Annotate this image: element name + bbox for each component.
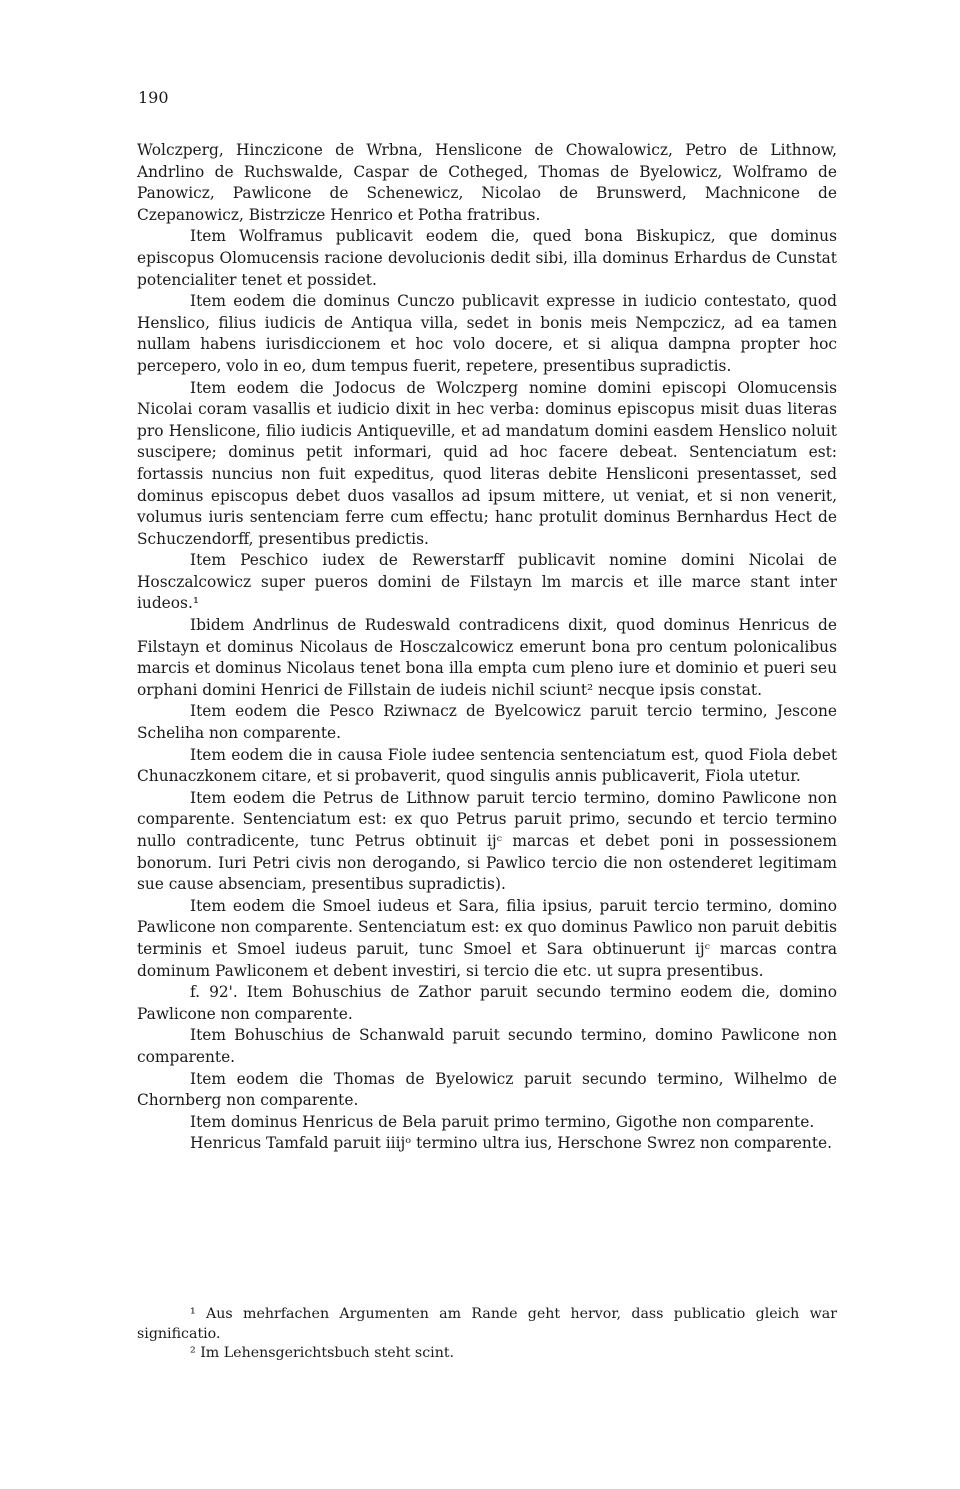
paragraph: Item eodem die Thomas de Byelowicz paruit secundo termino, Wilhelmo de Chornberg non comparente. [137, 1069, 837, 1110]
paragraph: Henricus Tamfald paruit iiijᵒ termino ultra ius, Herschone Swrez non comparente. [190, 1134, 833, 1153]
paragraph: Item eodem die Jodocus de Wolczperg nomine domini episcopi Olomucensis Nicolai coram vasallis et iudicio dixit in hec verba: dominus episcopus misit duas literas pro Henslicone, filio iudicis Antiqueville, et ad mandatum domini easdem Henslico noluit suscipere; dominus petit informari, quid ad hoc facere debeat. Sentenciatum est: fortassis nuncius non fuit expeditus, quod literas debite Hensliconi presentasset, sed dominus episcopus debet duos vasallos ad ipsum mittere, ut veniat, et si non venerit, volumus iuris sentenciam ferre cum effectu; hanc protulit dominus Bernhardus Hect de Schuczendorff, presentibus predictis. [137, 378, 837, 548]
paragraph: Item Bohuschius de Schanwald paruit secundo termino, domino Pawlicone non comparente. [137, 1026, 837, 1066]
paragraph: f. 92'. Item Bohuschius de Zathor paruit secundo termino eodem die, domino Pawlicone non comparente. [137, 983, 837, 1023]
paragraph: Item Wolframus publicavit eodem die, qued bona Biskupicz, que dominus episcopus Olomucensis racione devolucionis dedit sibi, illa dominus Erhardus de Cunstat potencialiter tenet et possidet. [137, 227, 837, 289]
paragraph: Item eodem die Petrus de Lithnow paruit tercio termino, domino Pawlicone non comparente. Sentenciatum est: ex quo Petrus paruit primo, secundo et tercio termino nullo contradicente, tunc Petrus obtinuit ijᶜ marcas et debet poni in possessionem bonorum. Iuri Petri civis non derogando, si Pawlico tercio die non ostenderet legitimam sue cause absenciam, presentibus supradictis). [137, 788, 837, 894]
footnote: ¹ Aus mehrfachen Argumenten am Rande geht hervor, dass publicatio gleich war significatio. [137, 1306, 837, 1342]
paragraph: Item eodem die Pesco Rziwnacz de Byelcowicz paruit tercio termino, Jescone Scheliha non comparente. [137, 702, 837, 743]
footnotes [137, 1305, 837, 1364]
paragraph: Wolczperg, Hinczicone de Wrbna, Henslicone de Chowalowicz, Petro de Lithnow, Andrlino de Ruchswalde, Caspar de Cotheged, Thomas de Byelowicz, Wolframo de Panowicz, Pawlicone de Schenewicz, Nicolao de Brunswerd, Machnicone de Czepanowicz, Bistrzicze Henrico et Potha fratribus. [137, 141, 837, 224]
paragraph: Item dominus Henricus de Bela paruit primo termino, Gigothe non comparente. [190, 1112, 815, 1131]
page-number: 190 [138, 88, 169, 107]
paragraph: Item Peschico iudex de Rewerstarff publicavit nomine domini Nicolai de Hosczalcowicz super pueros domini de Filstayn lm marcis et ille marce stant inter iudeos.¹ [137, 551, 837, 613]
paragraph: Item eodem die Smoel iudeus et Sara, filia ipsius, paruit tercio termino, domino Pawlicone non comparente. Sentenciatum est: ex quo dominus Pawlico non paruit debitis terminis et Smoel iudeus paruit, tunc Smoel et Sara obtinuerunt ijᶜ marcas contra dominum Pawliconem et debent investiri, si tercio die etc. ut supra presentibus. [137, 896, 837, 980]
paragraph: Item eodem die dominus Cunczo publicavit expresse in iudicio contestato, quod Henslico, filius iudicis de Antiqua villa, sedet in bonis meis Nempczicz, ad ea tamen nullam habens iurisdiccionem et hoc volo docere, et si aliqua dampna propter hoc percepero, volo in eo, dum tempus fuerit, repetere, presentibus supradictis. [137, 292, 837, 375]
paragraph: Ibidem Andrlinus de Rudeswald contradicens dixit, quod dominus Henricus de Filstayn et dominus Nicolaus de Hosczalcowicz emerunt bona pro centum polonicalibus marcis et dominus Nicolaus tenet bona illa empta cum pleno iure et dominio et pueri seu orphani domini Henrici de Fillstain de iudeis nichil sciunt² necque ipsis constat. [137, 616, 837, 699]
footnote: ² Im Lehensgerichtsbuch steht scint. [190, 1345, 455, 1361]
main-text [137, 140, 837, 1155]
paragraph: Item eodem die in causa Fiole iudee sentencia sentenciatum est, quod Fiola debet Chunaczkonem citare, et si probaverit, quod singulis annis publicaverit, Fiola utetur. [137, 745, 837, 786]
